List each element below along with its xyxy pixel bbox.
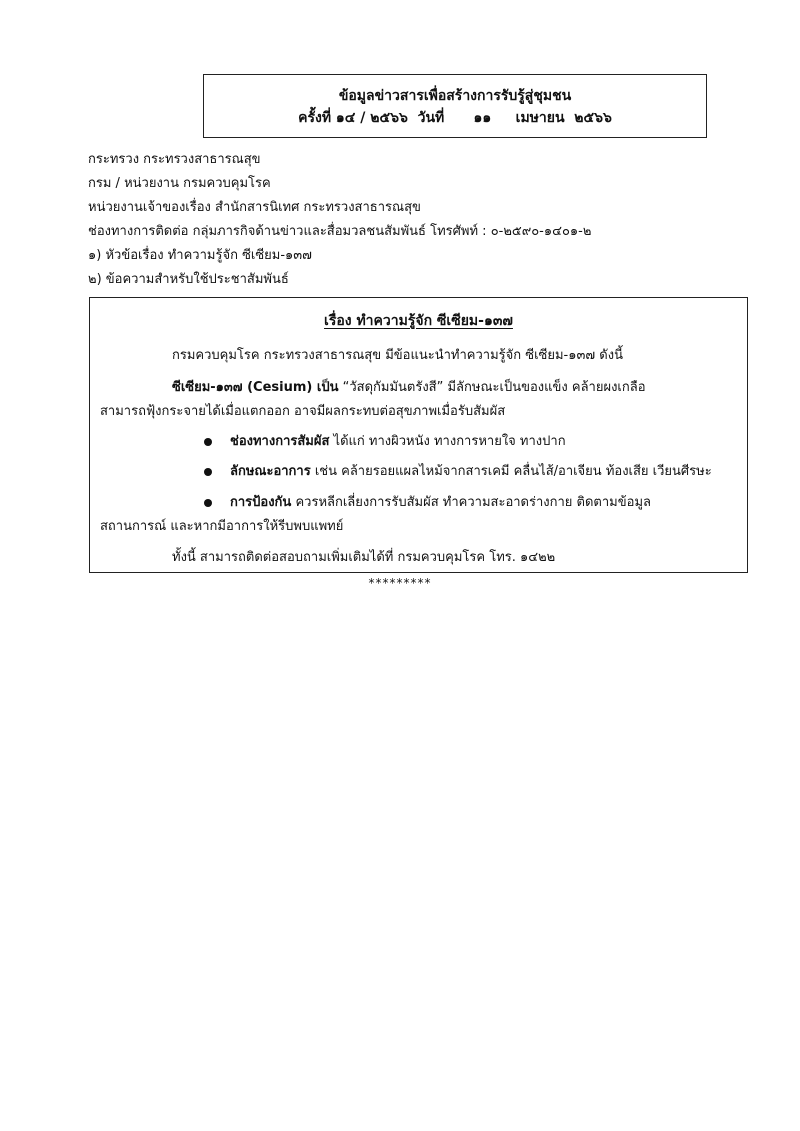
meta-pr-message-label: ๒) ข้อความสำหรับใช้ประชาสัมพันธ์	[88, 272, 289, 287]
footer-separator: *********	[368, 576, 432, 590]
header-title: ข้อมูลข่าวสารเพื่อสร้างการรับรู้สู่ชุมชน	[338, 88, 572, 104]
pr-message-box	[89, 297, 748, 573]
meta-ministry: กระทรวง กระทรวงสาธารณสุข	[88, 152, 261, 167]
meta-contact: ช่องทางการติดต่อ กลุ่มภารกิจด้านข่าวและสื่อมวลชนสัมพันธ์ โทรศัพท์ : ๐-๒๕๙๐-๑๔๐๑-๒	[88, 224, 592, 239]
bullet-symptoms	[230, 462, 712, 482]
header-issue-date: ครั้งที่ ๑๔ / ๒๕๖๖ วันที่ ๑๑ เมษายน ๒๕๖๖	[298, 110, 612, 126]
bullet-text: ควรหลีกเลี่ยงการรับสัมผัส ทำความสะอาดร่างกาย ติดตามข้อมูล	[291, 495, 651, 510]
content-intro: กรมควบคุมโรค กระทรวงสาธารณสุข มีข้อแนะนำทำความรู้จัก ซีเซียม-๑๓๗ ดังนี้	[172, 348, 623, 363]
definition-rest: “วัสดุกัมมันตรังสี” มีลักษณะเป็นของแข็ง คล้ายผงเกลือ	[338, 380, 646, 395]
meta-topic: ๑) หัวข้อเรื่อง ทำความรู้จัก ซีเซียม-๑๓๗	[88, 248, 312, 263]
meta-department: กรม / หน่วยงาน กรมควบคุมโรค	[88, 176, 271, 191]
bullet-label: ช่องทางการสัมผัส	[230, 434, 330, 449]
bullet-text: ได้แก่ ทางผิวหนัง ทางการหายใจ ทางปาก	[329, 434, 566, 449]
definition-bold: ซีเซียม-๑๓๗ (Cesium) เป็น	[172, 380, 339, 395]
header-box	[203, 74, 707, 138]
content-definition-cont: สามารถฟุ้งกระจายได้เมื่อแตกออก อาจมีผลกระทบต่อสุขภาพเมื่อรับสัมผัส	[100, 404, 506, 419]
document-metadata	[88, 148, 768, 292]
bullet-icon	[204, 438, 212, 446]
content-title-text: เรื่อง ทำความรู้จัก ซีเซียม-๑๓๗	[324, 313, 513, 329]
bullet-contact-route	[230, 432, 566, 452]
content-closing: ทั้งนี้ สามารถติดต่อสอบถามเพิ่มเติมได้ที่ กรมควบคุมโรค โทร. ๑๔๒๒	[172, 550, 556, 565]
content-definition	[172, 378, 646, 398]
bullet-prevention	[230, 493, 651, 513]
bullet-label: ลักษณะอาการ	[230, 464, 311, 479]
content-title	[90, 311, 747, 331]
bullet-icon	[204, 468, 212, 476]
content-prevention-cont: สถานการณ์ และหากมีอาการให้รีบพบแพทย์	[100, 519, 344, 534]
bullet-text: เช่น คล้ายรอยแผลไหม้จากสารเคมี คลื่นไส้/อาเจียน ท้องเสีย เวียนศีรษะ	[310, 464, 712, 479]
bullet-icon	[204, 499, 212, 507]
bullet-label: การป้องกัน	[230, 495, 292, 510]
meta-owner-unit: หน่วยงานเจ้าของเรื่อง สำนักสารนิเทศ กระทรวงสาธารณสุข	[88, 200, 421, 215]
